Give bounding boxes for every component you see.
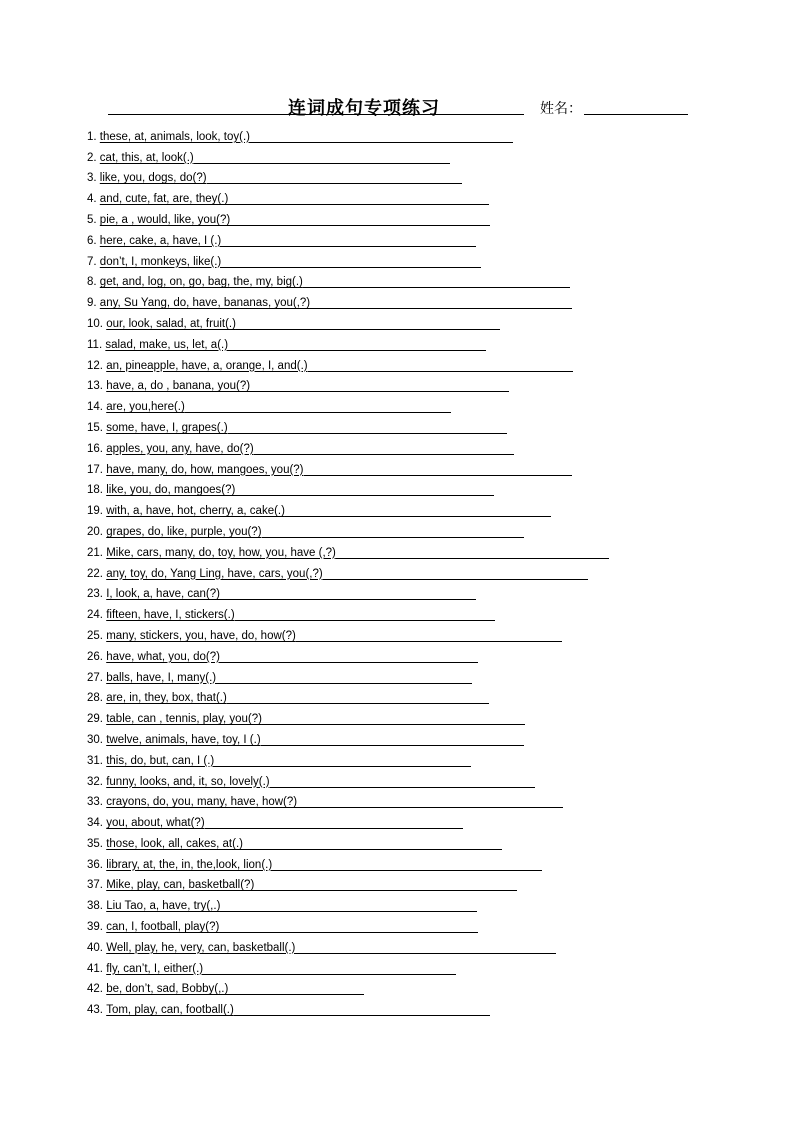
exercise-item: [87, 792, 687, 813]
answer-blank-line[interactable]: [296, 627, 562, 642]
exercise-number: 22.: [87, 567, 103, 580]
exercise-item: [87, 937, 687, 958]
exercise-number: 7.: [87, 255, 97, 268]
exercise-words: these, at, animals, look, toy(.): [99, 130, 250, 143]
exercise-number: 26.: [87, 650, 103, 663]
answer-blank-line[interactable]: [214, 752, 471, 767]
exercise-words: crayons, do, you, many, have, how(?): [106, 796, 298, 809]
answer-blank-line[interactable]: [323, 565, 588, 580]
exercise-number: 29.: [87, 713, 103, 726]
exercise-item: [87, 500, 687, 521]
exercise-item: [87, 875, 687, 896]
exercise-words: twelve, animals, have, toy, I (.): [106, 733, 261, 746]
exercise-number: 37.: [87, 879, 103, 892]
exercise-item: [87, 272, 687, 293]
exercise-words: grapes, do, like, purple, you(?): [106, 525, 262, 538]
exercise-words: this, do, but, can, I (.): [106, 754, 215, 767]
exercise-words: Mike, cars, many, do, toy, how, you, have (,?): [106, 546, 336, 559]
answer-blank-line[interactable]: [250, 128, 513, 143]
answer-blank-line[interactable]: [216, 669, 472, 684]
exercise-number: 32.: [87, 775, 103, 788]
exercise-words: have, what, you, do(?): [106, 650, 220, 663]
answer-blank-line[interactable]: [220, 585, 476, 600]
exercise-words: are, in, they, box, that(.): [106, 692, 227, 705]
exercise-number: 35.: [87, 837, 103, 850]
exercise-words: an, pineapple, have, a, orange, I, and(.): [106, 359, 308, 372]
exercise-item: [87, 521, 687, 542]
exercise-words: any, Su Yang, do, have, bananas, you(,?): [99, 297, 311, 310]
exercise-item: [87, 376, 687, 397]
exercise-number: 41.: [87, 962, 103, 975]
exercise-item: [87, 563, 687, 584]
answer-blank-line[interactable]: [272, 856, 542, 871]
answer-blank-line[interactable]: [203, 960, 456, 975]
answer-blank-line[interactable]: [270, 773, 535, 788]
exercise-words: have, many, do, how, mangoes, you(?): [106, 463, 304, 476]
answer-blank-line[interactable]: [228, 980, 364, 995]
exercise-words: fly, can’t, I, either(.): [106, 962, 204, 975]
exercise-words: salad, make, us, let, a(.): [105, 338, 229, 351]
exercise-words: library, at, the, in, the,look, lion(.): [106, 858, 273, 871]
answer-blank-line[interactable]: [221, 253, 481, 268]
exercise-words: table, can , tennis, play, you(?): [106, 713, 262, 726]
exercise-item: [87, 604, 687, 625]
exercise-number: 23.: [87, 588, 103, 601]
exercise-item: [87, 542, 687, 563]
answer-blank-line[interactable]: [236, 315, 500, 330]
answer-blank-line[interactable]: [230, 211, 490, 226]
exercise-words: and, cute, fat, are, they(.): [99, 193, 229, 206]
exercise-item: [87, 584, 687, 605]
answer-blank-line[interactable]: [336, 544, 609, 559]
answer-blank-line[interactable]: [262, 710, 525, 725]
exercise-words: some, have, I, grapes(.): [106, 421, 228, 434]
exercise-number: 33.: [87, 796, 103, 809]
name-blank-line: [584, 114, 688, 115]
exercise-number: 11.: [87, 338, 103, 351]
exercise-number: 8.: [87, 276, 97, 289]
exercise-words: I, look, a, have, can(?): [106, 588, 220, 601]
answer-blank-line[interactable]: [220, 897, 477, 912]
exercise-item: [87, 438, 687, 459]
exercise-words: our, look, salad, at, fruit(.): [106, 317, 236, 330]
exercise-item: [87, 292, 687, 313]
exercise-number: 3.: [87, 172, 97, 185]
exercise-words: many, stickers, you, have, do, how(?): [106, 629, 296, 642]
exercise-number: 2.: [87, 151, 97, 164]
exercise-item: [87, 916, 687, 937]
exercise-words: Liu Tao, a, have, try(,.): [106, 900, 221, 913]
exercise-item: [87, 480, 687, 501]
exercise-item: [87, 251, 687, 272]
exercise-item: [87, 958, 687, 979]
exercise-number: 20.: [87, 525, 103, 538]
answer-blank-line[interactable]: [220, 648, 478, 663]
exercise-number: 13.: [87, 380, 103, 393]
answer-blank-line[interactable]: [303, 273, 570, 288]
answer-blank-line[interactable]: [221, 232, 476, 247]
exercise-item: [87, 895, 687, 916]
exercise-number: 38.: [87, 900, 103, 913]
answer-blank-line[interactable]: [304, 461, 572, 476]
exercise-number: 36.: [87, 858, 103, 871]
exercise-item: [87, 979, 687, 1000]
answer-blank-line[interactable]: [205, 814, 463, 829]
exercise-item: [87, 688, 687, 709]
exercise-number: 25.: [87, 629, 103, 642]
answer-blank-line[interactable]: [194, 149, 450, 164]
exercise-item: [87, 396, 687, 417]
exercise-item: [87, 729, 687, 750]
exercise-item: [87, 750, 687, 771]
exercise-words: fifteen, have, I, stickers(.): [106, 609, 235, 622]
answer-blank-line[interactable]: [254, 876, 517, 891]
answer-blank-line[interactable]: [285, 502, 551, 517]
exercise-number: 21.: [87, 546, 103, 559]
exercise-number: 34.: [87, 817, 103, 830]
exercise-number: 42.: [87, 983, 103, 996]
exercise-words: cat, this, at, look(.): [99, 151, 194, 164]
exercise-words: have, a, do , banana, you(?): [106, 380, 251, 393]
answer-blank-line[interactable]: [297, 793, 563, 808]
exercise-item: [87, 188, 687, 209]
exercise-number: 28.: [87, 692, 103, 705]
answer-blank-line[interactable]: [185, 398, 451, 413]
exercise-number: 40.: [87, 941, 103, 954]
answer-blank-line[interactable]: [228, 190, 489, 205]
answer-blank-line[interactable]: [235, 606, 495, 621]
answer-blank-line[interactable]: [295, 939, 556, 954]
exercise-words: like, you, do, mangoes(?): [106, 484, 236, 497]
exercise-number: 19.: [87, 505, 103, 518]
exercise-words: don’t, I, monkeys, like(.): [99, 255, 222, 268]
exercise-item: [87, 230, 687, 251]
exercise-item: [87, 417, 687, 438]
exercise-number: 39.: [87, 921, 103, 934]
exercise-words: Mike, play, can, basketball(?): [106, 879, 255, 892]
exercise-number: 6.: [87, 234, 97, 247]
exercise-number: 1.: [87, 130, 97, 143]
exercise-number: 9.: [87, 297, 97, 310]
answer-blank-line[interactable]: [250, 377, 509, 392]
name-label: 姓名：: [540, 101, 582, 117]
exercise-words: can, I, football, play(?): [106, 921, 220, 934]
exercise-item: [87, 667, 687, 688]
exercise-number: 15.: [87, 421, 103, 434]
exercise-words: pie, a , would, like, you(?): [99, 213, 231, 226]
exercise-number: 27.: [87, 671, 103, 684]
exercise-number: 12.: [87, 359, 103, 372]
exercise-item: [87, 313, 687, 334]
exercise-number: 10.: [87, 317, 103, 330]
exercise-words: Tom, play, can, football(.): [106, 1004, 234, 1017]
exercise-number: 5.: [87, 213, 97, 226]
exercise-words: get, and, log, on, go, bag, the, my, big(.): [99, 276, 303, 289]
exercise-item: [87, 708, 687, 729]
answer-blank-line[interactable]: [308, 357, 573, 372]
exercise-item: [87, 854, 687, 875]
exercise-number: 4.: [87, 193, 97, 206]
page-title: 连词成句专项练习: [288, 98, 440, 119]
exercise-words: those, look, all, cakes, at(.): [106, 837, 243, 850]
exercise-item: [87, 625, 687, 646]
answer-blank-line[interactable]: [228, 419, 507, 434]
exercise-item: [87, 168, 687, 189]
exercise-list: [87, 126, 687, 1020]
answer-blank-line[interactable]: [227, 689, 489, 704]
exercise-item: [87, 812, 687, 833]
exercise-words: Well, play, he, very, can, basketball(.): [106, 941, 296, 954]
exercise-number: 18.: [87, 484, 103, 497]
exercise-item: [87, 334, 687, 355]
answer-blank-line[interactable]: [243, 835, 502, 850]
answer-blank-line[interactable]: [228, 336, 486, 351]
exercise-words: you, about, what(?): [106, 817, 205, 830]
exercise-number: 43.: [87, 1004, 103, 1017]
exercise-words: here, cake, a, have, I (.): [99, 234, 222, 247]
exercise-item: [87, 126, 687, 147]
answer-blank-line[interactable]: [261, 731, 524, 746]
answer-blank-line[interactable]: [235, 481, 494, 496]
exercise-number: 14.: [87, 401, 103, 414]
exercise-words: be, don’t, sad, Bobby(,.): [106, 983, 229, 996]
exercise-words: with, a, have, hot, cherry, a, cake(.): [106, 505, 285, 518]
exercise-item: [87, 209, 687, 230]
answer-blank-line[interactable]: [219, 918, 478, 933]
exercise-item: [87, 646, 687, 667]
exercise-number: 31.: [87, 754, 103, 767]
exercise-number: 16.: [87, 442, 103, 455]
exercise-words: balls, have, I, many(.): [106, 671, 217, 684]
answer-blank-line[interactable]: [254, 440, 514, 455]
exercise-item: [87, 355, 687, 376]
exercise-item: [87, 459, 687, 480]
exercise-words: any, toy, do, Yang Ling, have, cars, you(,?): [106, 567, 323, 580]
exercise-words: are, you,here(.): [106, 401, 185, 414]
exercise-item: [87, 999, 687, 1020]
answer-blank-line[interactable]: [310, 294, 572, 309]
exercise-words: funny, looks, and, it, so, lovely(.): [106, 775, 270, 788]
exercise-words: apples, you, any, have, do(?): [106, 442, 254, 455]
exercise-item: [87, 833, 687, 854]
answer-blank-line[interactable]: [234, 1001, 490, 1016]
exercise-words: like, you, dogs, do(?): [99, 172, 207, 185]
worksheet-header: [0, 0, 794, 120]
exercise-number: 30.: [87, 733, 103, 746]
exercise-number: 17.: [87, 463, 103, 476]
exercise-number: 24.: [87, 609, 103, 622]
exercise-item: [87, 147, 687, 168]
exercise-item: [87, 771, 687, 792]
answer-blank-line[interactable]: [207, 169, 462, 184]
answer-blank-line[interactable]: [262, 523, 524, 538]
